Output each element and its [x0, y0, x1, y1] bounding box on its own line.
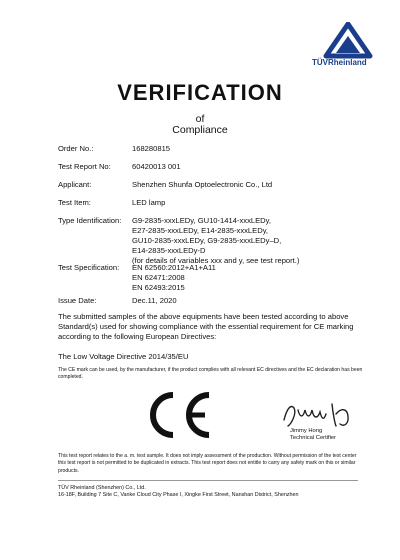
applicant-value: Shenzhen Shunfa Optoelectronic Co., Ltd — [132, 180, 273, 189]
test-specification-value: EN 62560:2012+A1+A11 EN 62471:2008 EN 62493:2015 — [132, 263, 216, 293]
test-specification-label: Test Specification: — [58, 263, 120, 272]
document-subtitle: Compliance — [172, 124, 228, 136]
type-identification-value: G9-2835-xxxLEDy, GU10-1414-xxxLEDy, E27-2835-xxxLEDy, E14-2835-xxxLEDy, GU10-2835-xxxLEDy, G9-2835-xxxLEDy–D, E14-2835-xxxLEDy-D (for details of variables xxx and y, see test report.) — [132, 216, 300, 266]
disclaimer-text: This test report relates to the a. m. test sample. It does not imply assessment of the production. Without permission of the test center this test report is not permitted to be duplicated in extracts. This test report does not entitle to carry any safety mark on this or similar products. — [58, 453, 357, 474]
signature-icon — [278, 398, 358, 430]
signer-name: Jimmy Hong — [290, 428, 323, 434]
order-no-value: 168280815 — [132, 144, 171, 153]
test-item-label: Test Item: — [58, 198, 91, 207]
directive-text: The Low Voltage Directive 2014/35/EU — [58, 352, 189, 361]
issue-date-label: Issue Date: — [58, 296, 97, 305]
applicant-label: Applicant: — [58, 180, 92, 189]
document-title: VERIFICATION — [117, 80, 283, 105]
order-no-label: Order No.: — [58, 144, 94, 153]
test-report-label: Test Report No: — [58, 162, 111, 171]
test-item-value: LED lamp — [132, 198, 166, 207]
ce-note: The CE mark can be used, by the manufacturer, if the product complies with all relevant EC directives and the EC declaration has been completed. — [58, 367, 363, 381]
test-report-value: 60420013 001 — [132, 162, 181, 171]
signer-title: Technical Certifier — [290, 435, 337, 441]
company-name: TÜV Rheinland (Shenzhen) Co., Ltd. — [58, 485, 146, 491]
compliance-statement: The submitted samples of the above equipments have been tested according to above Standard(s) used for showing compliance with the essential requirement for CE marking according to the following European Directives: — [58, 312, 354, 342]
footer-divider — [58, 480, 358, 481]
ce-mark-icon — [143, 388, 215, 442]
company-address: 16-18F, Building 7 Site C, Vanke Cloud City Phase I, Xingke First Street, Nanshan District, Shenzhen — [58, 492, 299, 498]
issue-date-value: Dec.11, 2020 — [132, 296, 177, 305]
title-of: of — [195, 113, 205, 125]
brand-name: TÜVRheinland — [312, 58, 367, 67]
type-identification-label: Type Identification: — [58, 216, 122, 225]
